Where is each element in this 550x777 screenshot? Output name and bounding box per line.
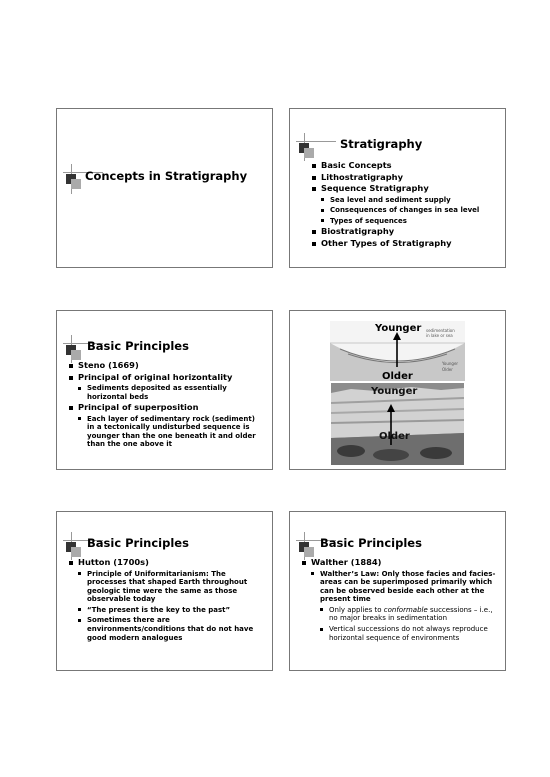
sub-bullet-item: Consequences of changes in sea level <box>321 206 502 215</box>
bullet-item: Lithostratigraphy <box>312 173 502 183</box>
diagram-note: Older <box>442 367 453 372</box>
sub-bullet-item: Sea level and sediment supply <box>321 196 502 205</box>
sub-bullet-item: Each layer of sedimentary rock (sediment) in a tectonically undisturbed sequence is younger than the one beneath it and older than the one above it <box>78 415 264 449</box>
text-span: Only applies to <box>329 605 384 614</box>
bullet-item: Hutton (1700s) <box>69 558 264 568</box>
bullet-item: Other Types of Stratigraphy <box>312 239 502 249</box>
slide-title: Stratigraphy <box>340 137 423 151</box>
bullet-item: Principal of superposition <box>69 403 264 413</box>
sub-bullet-item: Sediments deposited as essentially horizontal beds <box>78 384 264 401</box>
slide-basic-principles-steno <box>56 310 273 470</box>
slide-concepts <box>56 108 273 268</box>
slide-content <box>312 161 502 250</box>
diagram-note: Younger <box>442 361 459 366</box>
bullet-item: Walther (1884) <box>302 558 500 568</box>
slide-superposition-images <box>289 310 506 470</box>
slide-title: Basic Principles <box>87 339 189 353</box>
cliff-photo-image <box>331 383 464 465</box>
text-span: successions – i.e., no major breaks in sedimentation <box>329 605 493 623</box>
diagram-note: in lake or sea <box>426 333 453 338</box>
younger-label: Younger <box>371 386 418 397</box>
older-label: Older <box>382 371 413 382</box>
sub-bullet-item: “The present is the key to the past” <box>78 606 264 615</box>
sub-bullet-item: Walther’s Law: Only those facies and facies-areas can be superimposed primarily which can be observed beside each other at the present time <box>311 570 500 604</box>
sub-sub-bullet-item <box>320 606 500 623</box>
emphasis-text: conformable <box>383 605 428 614</box>
older-label: Older <box>379 431 410 442</box>
slide-basic-principles-walther <box>289 511 506 671</box>
sub-bullet-item: Types of sequences <box>321 217 502 226</box>
slide-stratigraphy <box>289 108 506 268</box>
sub-bullet-item: Sometimes there are environments/conditions that do not have good modern analogues <box>78 616 264 642</box>
slide-basic-principles-hutton <box>56 511 273 671</box>
slide-title: Concepts in Stratigraphy <box>85 169 248 183</box>
slide-title: Basic Principles <box>87 536 189 550</box>
bullet-item: Sequence Stratigraphy <box>312 184 502 194</box>
bullet-item: Principal of original horizontality <box>69 373 264 383</box>
slide-title: Basic Principles <box>320 536 422 550</box>
bullet-item: Basic Concepts <box>312 161 502 171</box>
slide-content <box>69 361 264 451</box>
bullet-item: Steno (1669) <box>69 361 264 371</box>
younger-label: Younger <box>375 323 422 334</box>
sub-bullet-item: Principle of Uniformitarianism: The processes that shaped Earth throughout geologic time were the same as those observable today <box>78 570 264 604</box>
bullet-item: Biostratigraphy <box>312 227 502 237</box>
diagram-note: sedimentation <box>426 328 455 333</box>
slide-content <box>69 558 264 644</box>
slide-content <box>302 558 500 644</box>
basin-diagram-image <box>330 321 465 381</box>
sub-sub-bullet-item: Vertical successions do not always reproduce horizontal sequence of environments <box>320 625 500 642</box>
